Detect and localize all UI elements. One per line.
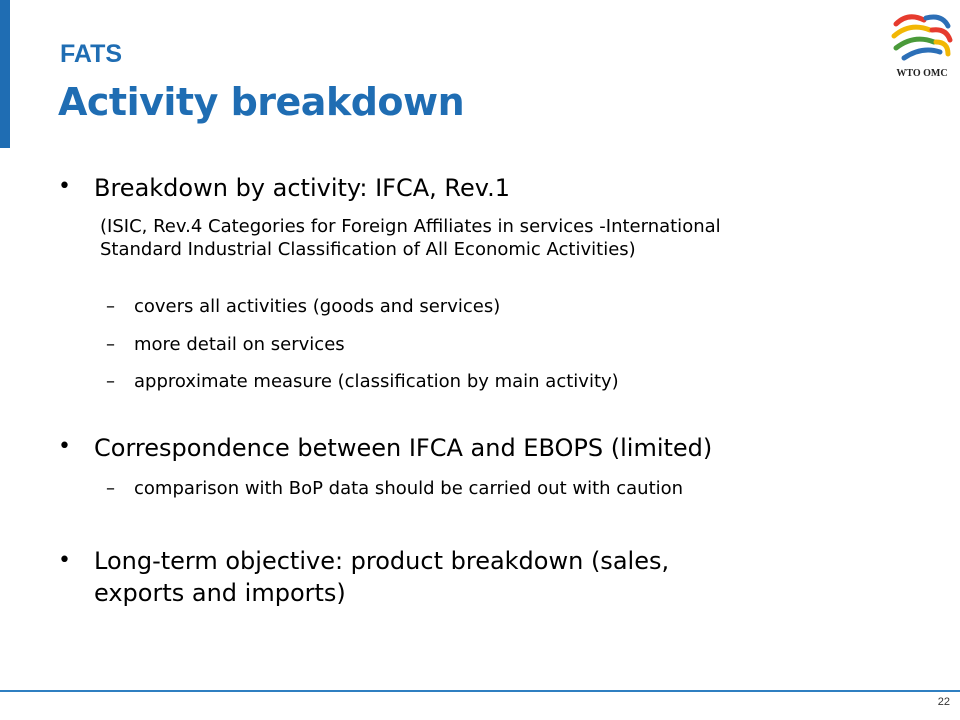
bullet-text: Long-term objective: product breakdown (sales,	[94, 547, 670, 575]
bullet-dot: •	[58, 434, 71, 459]
bullet-note	[100, 215, 721, 261]
dash-marker: –	[106, 296, 115, 317]
bullet-item	[58, 174, 510, 202]
sub-item	[106, 371, 619, 392]
bullet-item	[58, 434, 713, 462]
dash-marker: –	[106, 334, 115, 355]
sub-item-text: more detail on services	[134, 334, 345, 355]
slide-subtitle: FATS	[60, 40, 123, 68]
page-number: 22	[937, 696, 950, 708]
bullet-text: Breakdown by activity: IFCA, Rev.1	[94, 174, 510, 202]
bullet-dot: •	[58, 174, 71, 199]
bullet-text: exports and imports)	[94, 579, 346, 607]
bullet-note-line: Standard Industrial Classification of All Economic Activities)	[100, 239, 636, 260]
slide-title: Activity breakdown	[58, 80, 465, 124]
wto-logo	[886, 4, 958, 84]
logo-text: WTO OMC	[896, 68, 948, 79]
wto-logo-icon	[886, 4, 958, 68]
sub-item	[106, 296, 501, 317]
bullet-dot: •	[58, 548, 71, 573]
sub-item	[106, 478, 684, 499]
bullet-text: Correspondence between IFCA and EBOPS (limited)	[94, 434, 713, 462]
bullet-note-line: (ISIC, Rev.4 Categories for Foreign Affiliates in services -International	[100, 216, 721, 237]
dash-marker: –	[106, 371, 115, 392]
accent-bar	[0, 0, 10, 148]
dash-marker: –	[106, 478, 115, 499]
footer-divider	[0, 690, 960, 692]
bullet-item	[58, 545, 670, 609]
sub-item-text: covers all activities (goods and services)	[134, 296, 501, 317]
sub-item-text: approximate measure (classification by main activity)	[134, 371, 619, 392]
sub-item	[106, 334, 345, 355]
sub-item-text: comparison with BoP data should be carried out with caution	[134, 478, 684, 499]
